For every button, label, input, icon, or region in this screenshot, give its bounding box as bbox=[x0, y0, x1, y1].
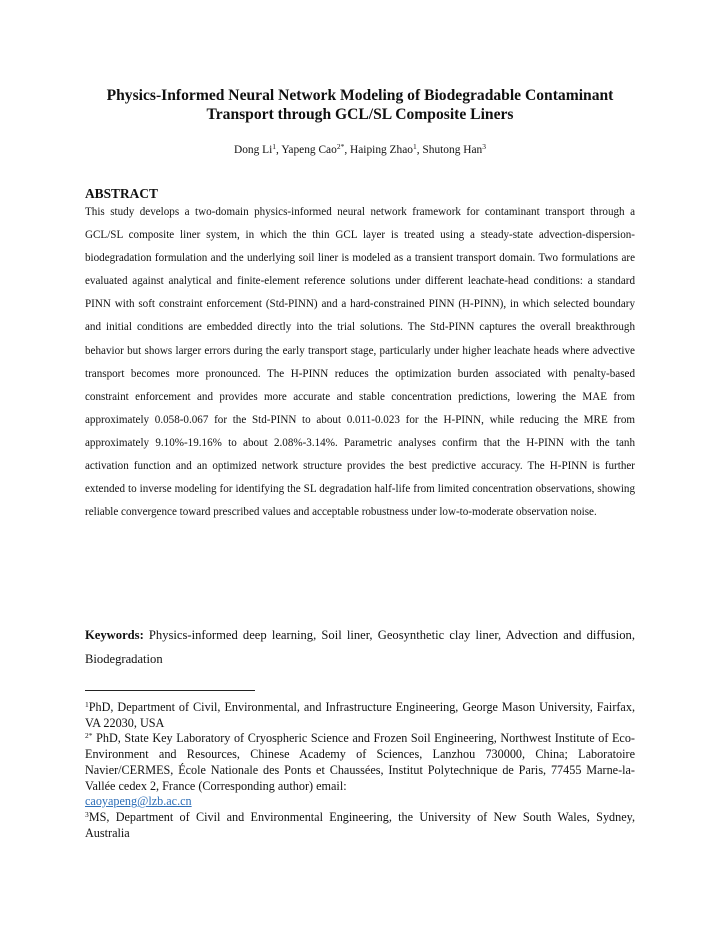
footnote-3 bbox=[85, 810, 635, 841]
author-separator: , bbox=[344, 144, 351, 156]
footnotes bbox=[85, 700, 635, 841]
author-separator: , bbox=[416, 144, 423, 156]
author-list bbox=[60, 143, 660, 157]
author-affiliation-mark: 3 bbox=[482, 142, 486, 151]
footnote-2 bbox=[85, 731, 635, 810]
footnote-mark: 3 bbox=[85, 809, 89, 819]
author-name: Yapeng Cao bbox=[281, 144, 337, 156]
author-name: Shutong Han bbox=[422, 144, 483, 156]
title-line-1: Physics-Informed Neural Network Modeling of Biodegradable Contaminant bbox=[106, 87, 614, 104]
footnote-text: MS, Department of Civil and Environmental Engineering, the University of New South Wales, Sydney, Australia bbox=[85, 809, 635, 840]
author-affiliation-mark: 2* bbox=[336, 142, 345, 151]
author-name: Dong Li bbox=[234, 144, 273, 156]
footnote-text: PhD, State Key Laboratory of Cryospheric Science and Frozen Soil Engineering, Northwest Institute of Eco-Environment and Resources, Chinese Academy of Sciences, Lanzhou 730000, China; Laboratoire Navier/CERMES, École Nationale des Ponts et Chaussées, Institut Polytechnique de Paris, 77455 Marne-la-Vallée cedex 2, France (Corresponding author) email: bbox=[85, 731, 635, 793]
keywords-label: Keywords: bbox=[85, 628, 144, 642]
footnote-divider bbox=[85, 690, 255, 691]
author-affiliation-mark: 1 bbox=[272, 142, 277, 151]
footnote-text: PhD, Department of Civil, Environmental, and Infrastructure Engineering, George Mason University, Fairfax, VA 22030, USA bbox=[85, 700, 635, 730]
footnote-mark: 2* bbox=[85, 731, 93, 741]
keywords bbox=[85, 623, 635, 671]
author-affiliation-mark: 1 bbox=[412, 142, 417, 151]
title-line-2: Transport through GCL/SL Composite Liners bbox=[206, 106, 514, 123]
author-separator: , bbox=[276, 144, 282, 156]
abstract-heading: ABSTRACT bbox=[85, 186, 158, 201]
corresponding-email-link[interactable]: caoyapeng@lzb.ac.cn bbox=[85, 794, 192, 809]
author-name: Haiping Zhao bbox=[350, 144, 413, 156]
footnote-1 bbox=[85, 700, 635, 731]
paper-title bbox=[60, 86, 660, 124]
abstract-body: This study develops a two-domain physics-informed neural network framework for contaminant transport through a GCL/SL composite liner system, in which the thin GCL layer is treated using a steady-state advection-dispersion-biodegradation formulation and the underlying soil liner is modeled as a transient transport domain. Two formulations are evaluated against analytical and finite-element reference solutions under different leachate-head conditions: a standard PINN with soft constraint enforcement (Std-PINN) and a hard-constrained PINN (H-PINN), in which selected boundary and initial conditions are embedded directly into the trial solutions. The Std-PINN captures the overall breakthrough behavior but shows larger errors during the early transport stage, particularly under higher leachate heads where advective transport becomes more pronounced. The H-PINN reduces the optimization burden associated with penalty-based constraint enforcement and provides more accurate and stable concentration predictions, lowering the MAE from approximately 0.058-0.067 for the Std-PINN to about 0.011-0.023 for the H-PINN, while reducing the MRE from approximately 9.10%-19.16% to about 2.08%-3.14%. Parametric analyses confirm that the H-PINN with the tanh activation function and an optimized network structure provides the best predictive accuracy. The H-PINN is further extended to inverse modeling for identifying the SL degradation half-life from limited concentration observations, showing reliable convergence toward prescribed values and acceptable robustness under low-to-moderate observation noise. bbox=[85, 206, 635, 519]
footnote-mark: 1 bbox=[85, 700, 89, 709]
keywords-list: Physics-informed deep learning, Soil liner, Geosynthetic clay liner, Advection and diffusion, Biodegradation bbox=[85, 628, 635, 666]
